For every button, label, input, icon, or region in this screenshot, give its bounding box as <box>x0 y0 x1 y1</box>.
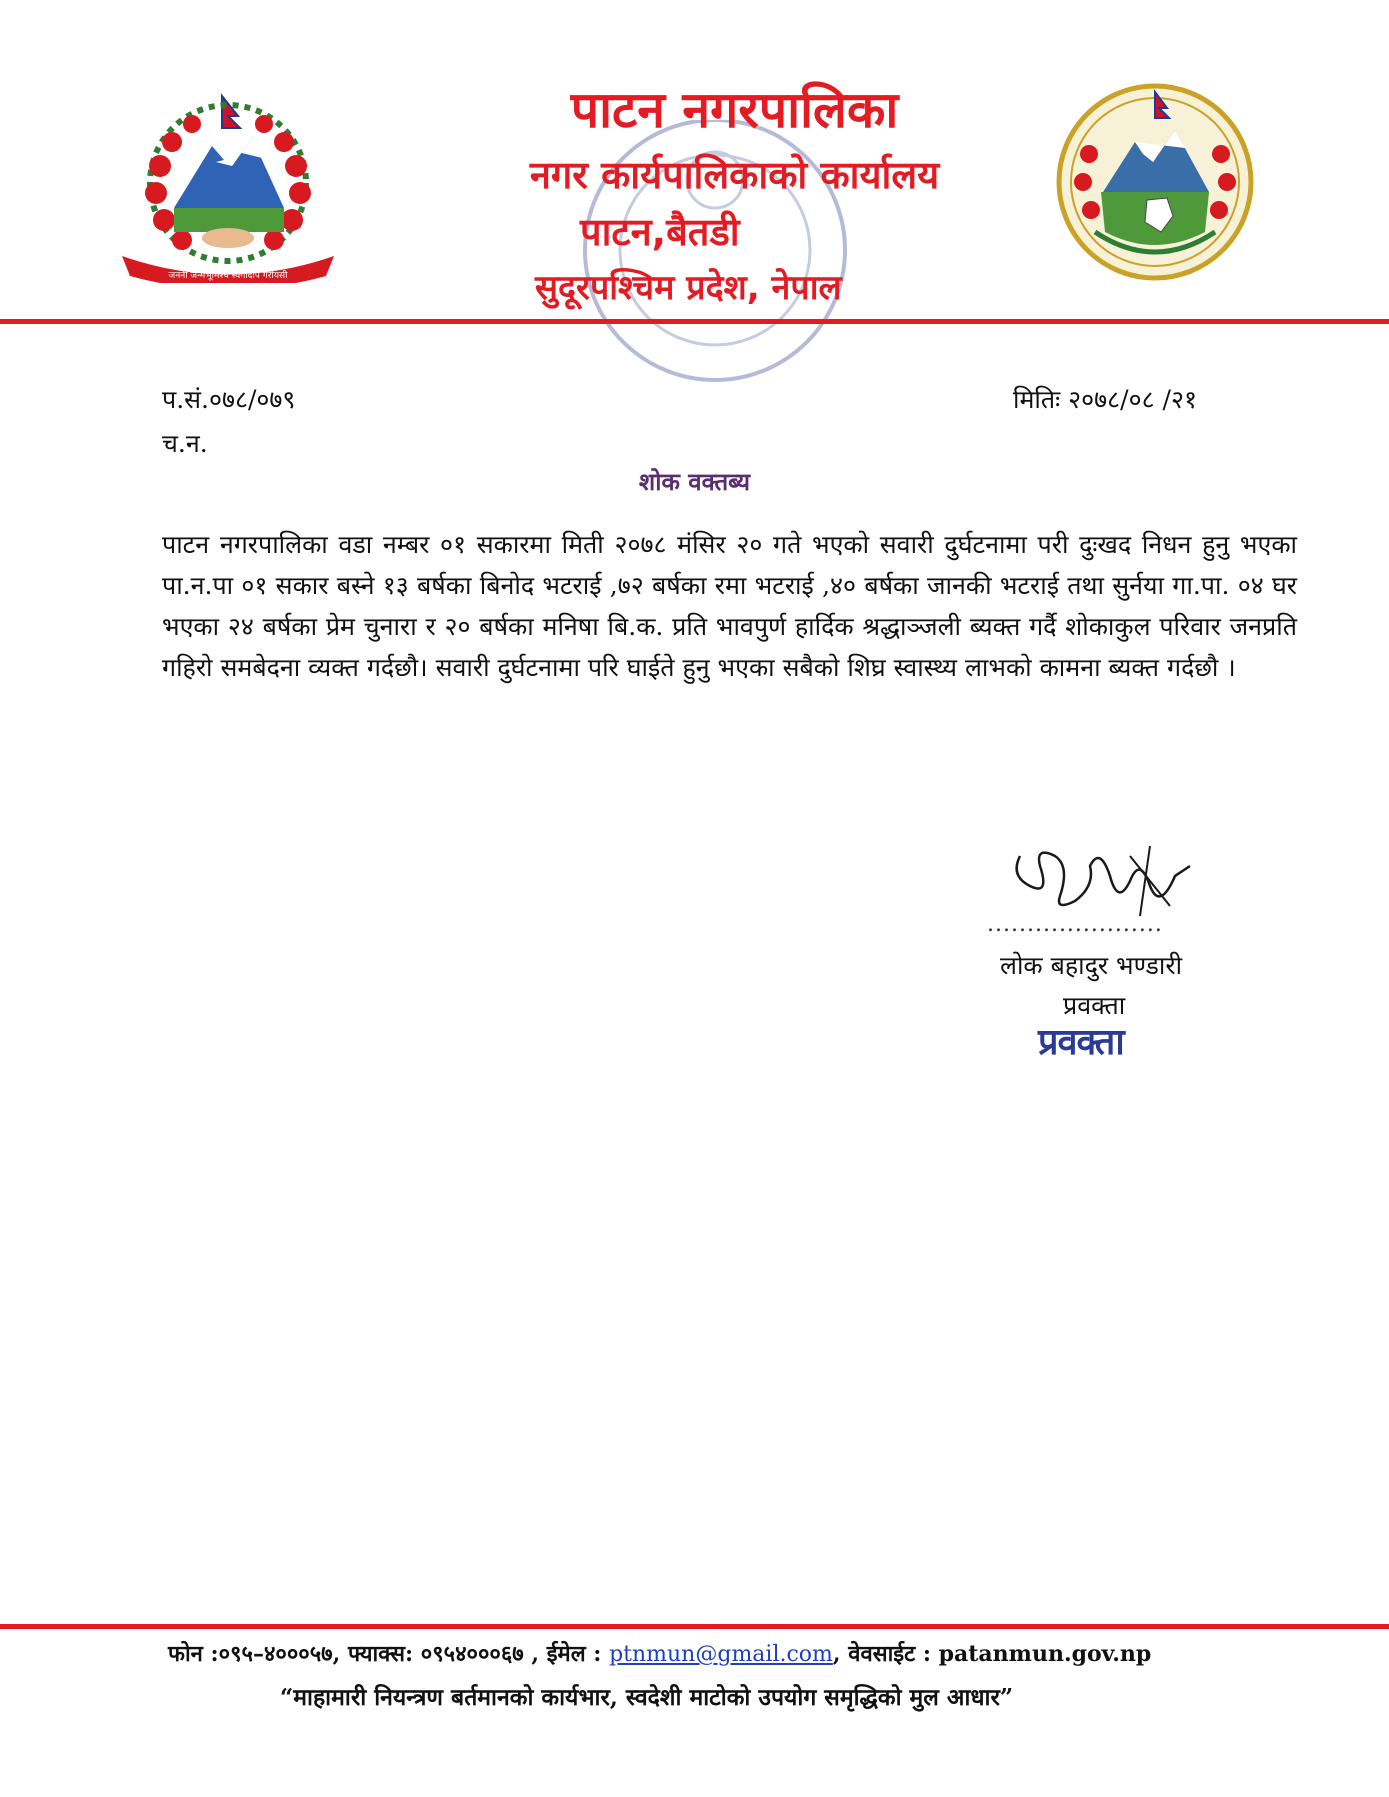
handwritten-signature <box>1000 826 1200 926</box>
emblem-motto: जननी जन्मभूमिश्च स्वर्गादपि गरीयसी <box>168 271 288 281</box>
letter-subject: शोक वक्तब्य <box>638 467 751 496</box>
letter-body: पाटन नगरपालिका वडा नम्बर ०१ सकारमा मिती २०७८ मंसिर २० गते भएको सवारी दुर्घटनामा परी दुःखद निधन हुनु भएका पा.न.पा ०१ सकार बस्ने १३ बर्षका बिनोद भटराई ,७२ बर्षका रमा भटराई ,४० बर्षका जानकी भटराई तथा सुर्नया गा.पा. ०४ घर भएका २४ बर्षका प्रेम चुनारा र २० बर्षका मनिषा बि.क. प्रति भावपुर्ण हार्दिक श्रद्धाञ्जली ब्यक्त गर्दै शोकाकुल परिवार जनप्रति गहिरो समबेदना व्यक्त गर्दछौ। सवारी दुर्घटनामा परि घाईते हुनु भएका सबैको शिघ्र स्वास्थ्य लाभको कामना ब्यक्त गर्दछौ । <box>162 530 1297 682</box>
email-link[interactable]: ptnmun@gmail.com <box>609 1642 833 1667</box>
signatory-title: प्रवक्ता <box>1063 991 1126 1020</box>
office-location: पाटन,बैतडी <box>580 210 740 254</box>
website-url: patanmun.gov.np <box>938 1641 1152 1667</box>
fax-label: फ्याक्स: <box>347 1641 414 1667</box>
title-stamp: प्रवक्ता <box>1038 1022 1124 1063</box>
header-divider <box>0 319 1389 324</box>
dispatch-number: च.न. <box>162 429 208 458</box>
phone-label: फोन : <box>168 1641 219 1667</box>
letter-date: मितिः २०७८/०८ /२१ <box>1013 385 1197 414</box>
signature-line: ...................... <box>987 912 1163 937</box>
reference-number: प.सं.०७८/०७९ <box>162 385 296 414</box>
office-name: नगर कार्यपालिकाको कार्यालय <box>529 153 940 197</box>
signatory-name: लोक बहादुर भण्डारी <box>1000 951 1183 980</box>
province-name: सुदूरपश्चिम प्रदेश, नेपाल <box>535 268 842 308</box>
fax-number: ०९५४०००६७ , <box>420 1641 540 1667</box>
phone-number: ०९५–४०००५७, <box>218 1641 341 1667</box>
footer-divider <box>0 1624 1389 1629</box>
contact-line <box>168 1638 1151 1668</box>
footer-slogan: “माहामारी नियन्त्रण बर्तमानको कार्यभार, स्वदेशी माटोको उपयोग समृद्धिको मुल आधार” <box>280 1684 1014 1711</box>
website-label: , वेवसाईट : <box>832 1641 931 1667</box>
email-label: ईमेल : <box>546 1641 602 1667</box>
municipality-name: पाटन नगरपालिका <box>570 81 899 139</box>
